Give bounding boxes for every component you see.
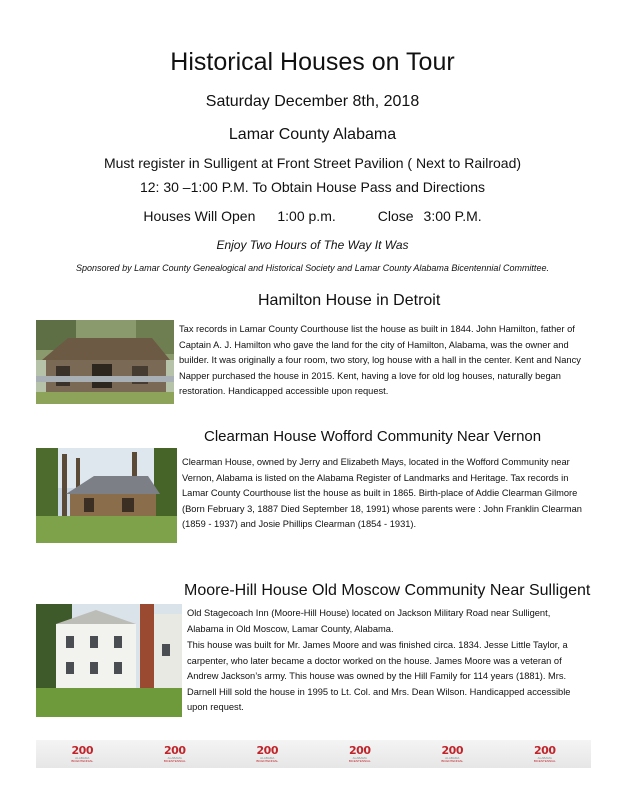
logo-number: 200 <box>256 744 278 757</box>
logo-line1: ALABAMA <box>445 756 460 760</box>
open-time: 1:00 p.m. <box>277 208 336 224</box>
logo-line2: BICENTENNIAL <box>163 759 186 763</box>
logo-line1: ALABAMA <box>537 756 552 760</box>
hamilton-house-description: Tax records in Lamar County Courthouse list the house as built in 1844. John Hamilton, father of Captain A. J. Hamilton who gave the land for the city of Hamilton, Alabama, was the owner and builder. It was originally a four room, two story, log house with a hall in the center. Kent and Nancy Napper purchased the house in 2015. Kent, having a love for old log houses, naturally began restoration. Handicapped accessible upon request. <box>179 324 581 397</box>
pass-time-info: 12: 30 –1:00 P.M. To Obtain House Pass and Directions <box>139 179 486 195</box>
logo-line1: ALABAMA <box>167 756 182 760</box>
logo-line2: BICENTENNIAL <box>441 759 464 763</box>
event-date: Saturday December 8th, 2018 <box>205 93 420 110</box>
logo-line1: ALABAMA <box>352 756 367 760</box>
open-label: Houses Will Open <box>143 208 256 224</box>
page-title: Historical Houses on Tour <box>170 48 455 76</box>
moore-hill-house-description-2: This house was built for Mr. James Moore and was finished circa. 1834. Jesse Little Taylor, a carpenter, who later became a doctor worked on the house. James Moore was a veteran of Andrew Jackson’s army. This house was owned by the Hill Family for 114 years (1881). Mrs. Darnell Hill sold the house in 1995 to Lt. Col. and Mrs. Dean Wilson. Handicapped accessible upon request. <box>187 640 571 713</box>
clearman-house-heading: Clearman House Wofford Community Near Vernon <box>204 428 542 445</box>
close-time: 3:00 P.M. <box>423 208 482 224</box>
logo-line1: ALABAMA <box>75 756 90 760</box>
moore-hill-house-description-1: Old Stagecoach Inn (Moore-Hill House) located on Jackson Military Road near Sulligent, Alabama in Old Moscow, Lamar County, Alabama. <box>187 608 551 634</box>
house-hours <box>0 208 625 224</box>
registration-info: Must register in Sulligent at Front Street Pavilion ( Next to Railroad) <box>103 155 522 171</box>
logo-number: 200 <box>534 744 556 757</box>
logo-line2: BICENTENNIAL <box>71 759 94 763</box>
hamilton-house-heading: Hamilton House in Detroit <box>258 292 441 309</box>
logo-number: 200 <box>71 744 93 757</box>
bicentennial-logo <box>528 745 562 763</box>
bicentennial-logo <box>250 745 284 763</box>
logo-line2: BICENTENNIAL <box>533 759 556 763</box>
bicentennial-logo <box>158 745 192 763</box>
sponsor-line: Sponsored by Lamar County Genealogical and Historical Society and Lamar County Alabama Bicentennial Committee. <box>76 263 549 273</box>
moore-hill-house-heading: Moore-Hill House Old Moscow Community Near Sulligent <box>184 582 591 599</box>
logo-line1: ALABAMA <box>260 756 275 760</box>
tagline: Enjoy Two Hours of The Way It Was <box>216 238 409 252</box>
logo-number: 200 <box>349 744 371 757</box>
logo-number: 200 <box>441 744 463 757</box>
moore-hill-house-photo <box>36 604 182 717</box>
close-label: Close <box>377 208 414 224</box>
bicentennial-logo <box>435 745 469 763</box>
bicentennial-logo-strip <box>36 740 591 768</box>
clearman-house-description: Clearman House, owned by Jerry and Elizabeth Mays, located in the Wofford Community near Vernon, Alabama is listed on the Alabama Register of Landmarks and Heritage. Tax records in Lamar County Courthouse list the house as built in 1865. Birth-place of Addie Clearman Gilmore (Born February 3, 1887 Died September 18, 1991) whose parents were : John Franklin Clearman (1859 - 1937) and Josie Phillips Clearman (1854 - 1931). <box>182 457 582 530</box>
hamilton-house-photo <box>36 320 174 404</box>
logo-number: 200 <box>164 744 186 757</box>
bicentennial-logo <box>65 745 99 763</box>
logo-line2: BICENTENNIAL <box>348 759 371 763</box>
event-county: Lamar County Alabama <box>228 126 397 143</box>
bicentennial-logo <box>343 745 377 763</box>
clearman-house-photo <box>36 448 177 543</box>
logo-line2: BICENTENNIAL <box>256 759 279 763</box>
